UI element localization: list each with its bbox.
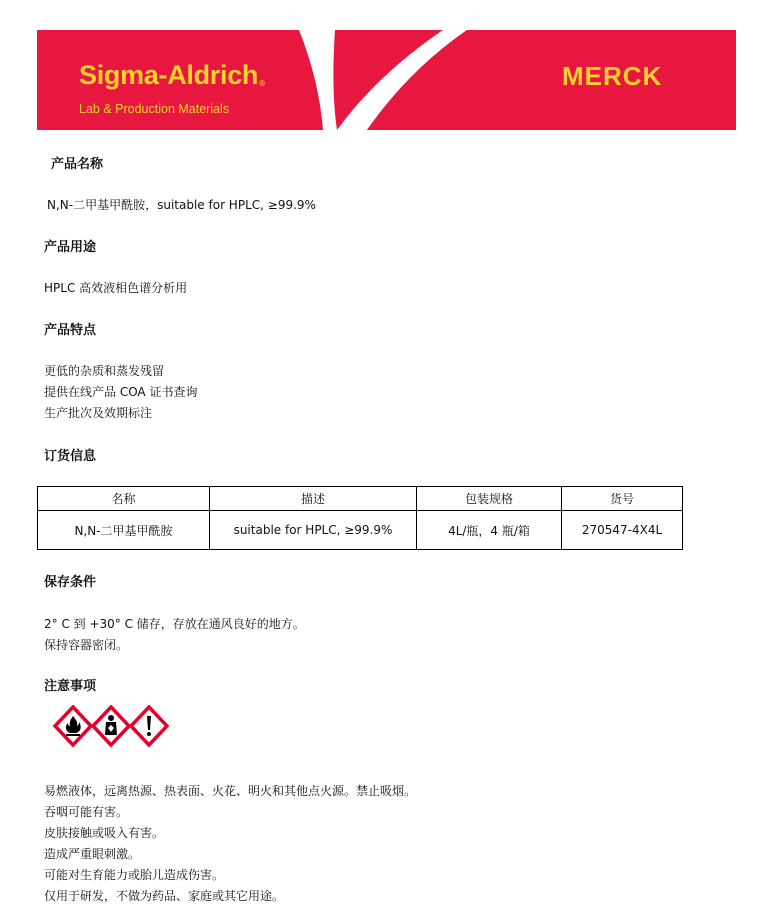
feature-item: 更低的杂质和蒸发残留	[44, 364, 165, 378]
cell-description: suitable for HPLC, ≥99.9%	[210, 511, 417, 550]
precaution-item: 皮肤接触或吸入有害。	[44, 826, 165, 840]
column-header-package: 包装规格	[417, 487, 562, 511]
precaution-item: 易燃液体，远离热源、热表面、火花、明火和其他点火源。禁止吸烟。	[44, 784, 417, 798]
sigma-aldrich-logo	[79, 62, 265, 89]
ghs-pictograms	[53, 705, 169, 747]
cell-name: N,N-二甲基甲酰胺	[38, 511, 210, 550]
merck-logo: MERCK	[562, 61, 663, 91]
precaution-item: 造成严重眼刺激。	[44, 847, 141, 861]
product-name-text: N,N-二甲基甲酰胺，suitable for HPLC, ≥99.9%	[47, 198, 316, 212]
cell-catalog-number: 270547-4X4L	[562, 511, 683, 550]
brand-name: Sigma-Aldrich	[79, 60, 259, 90]
table-header-row	[38, 487, 683, 511]
ordering-table	[37, 486, 683, 550]
flame-icon	[55, 707, 91, 745]
health-hazard-icon	[93, 707, 129, 745]
table-row	[38, 511, 683, 550]
exclamation-icon	[131, 707, 167, 745]
precaution-item: 可能对生育能力或胎儿造成伤害。	[44, 868, 225, 882]
storage-item: 2° C 到 +30° C 储存，存放在通风良好的地方。	[44, 617, 305, 631]
registered-mark: ®	[259, 79, 265, 88]
column-header-name: 名称	[38, 487, 210, 511]
feature-item: 生产批次及效期标注	[44, 406, 153, 420]
ordering-heading: 订货信息	[44, 449, 97, 464]
product-use-heading: 产品用途	[44, 240, 97, 255]
feature-item: 提供在线产品 COA 证书查询	[44, 385, 198, 399]
storage-item: 保持容器密闭。	[44, 638, 129, 652]
precautions-heading: 注意事项	[44, 679, 97, 694]
precaution-item: 仅用于研发，不做为药品、家庭或其它用途。	[44, 889, 285, 903]
features-heading: 产品特点	[44, 323, 97, 338]
cell-package: 4L/瓶，4 瓶/箱	[417, 511, 562, 550]
product-name-heading: 产品名称	[51, 157, 104, 172]
brand-tagline: Lab & Production Materials	[79, 102, 230, 116]
column-header-catalog-number: 货号	[562, 487, 683, 511]
precaution-item: 吞咽可能有害。	[44, 805, 129, 819]
column-header-description: 描述	[210, 487, 417, 511]
product-use-text: HPLC 高效液相色谱分析用	[44, 281, 188, 295]
storage-heading: 保存条件	[44, 575, 97, 590]
header-banner	[37, 30, 736, 130]
